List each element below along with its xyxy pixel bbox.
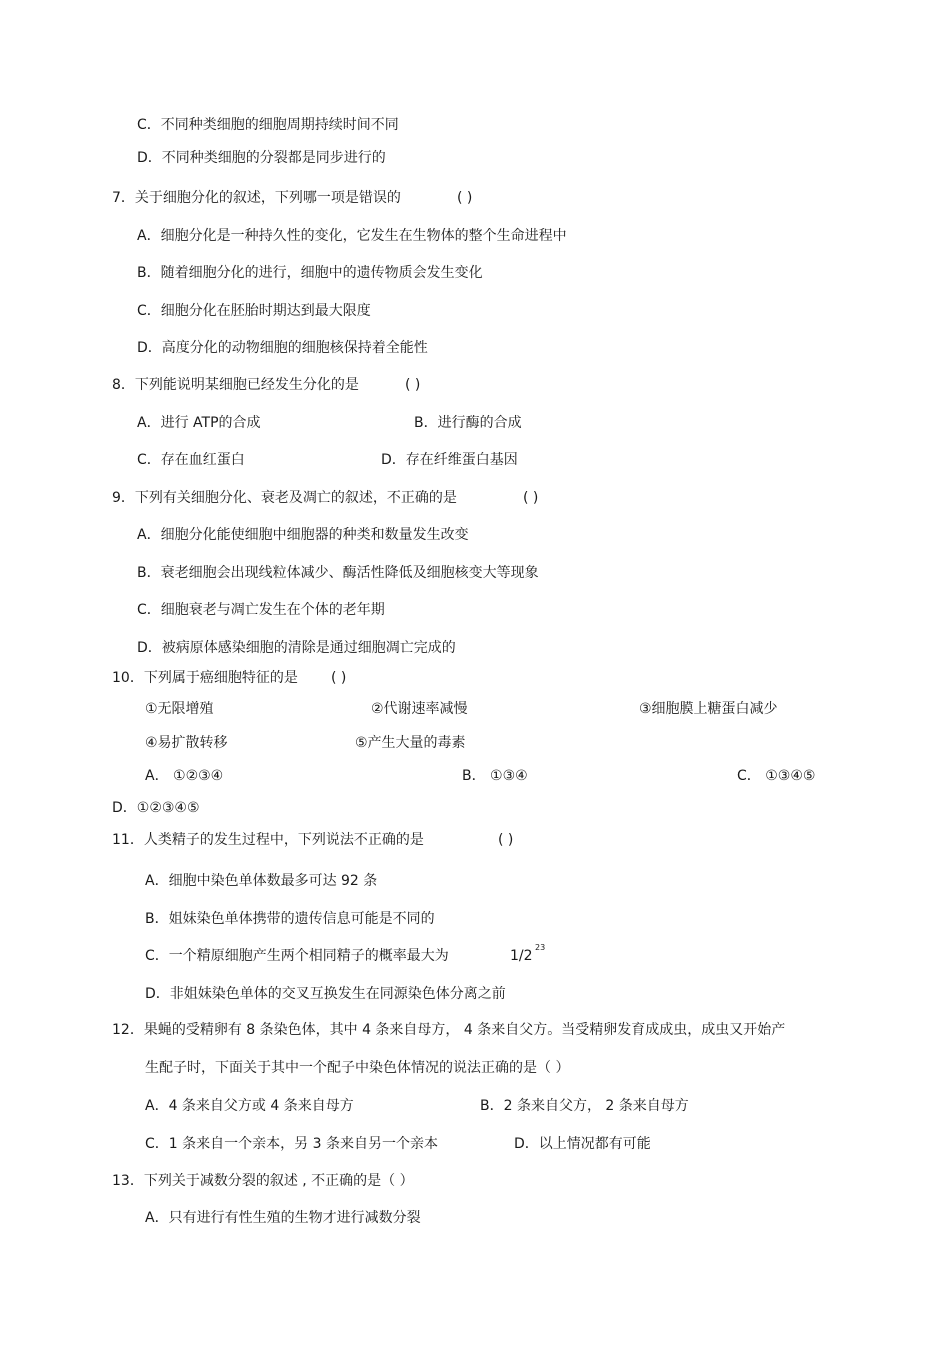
q11-option-c-exponent: 23 [535,943,546,952]
q10-option-d: D．①②③④⑤ [112,800,200,816]
q10-item-4: ④易扩散转移 [145,735,228,751]
q7-option-b: B．随着细胞分化的进行，细胞中的遗传物质会发生变化 [137,265,483,281]
q9-stem: 9．下列有关细胞分化、衰老及凋亡的叙述，不正确的是 [112,490,457,506]
q8-option-c: C．存在血红蛋白 [137,452,245,468]
q12-option-c: C．1 条来自一个亲本，另 3 条来自另一个亲本 [145,1136,438,1152]
q12-option-b: B．2 条来自父方， 2 条来自母方 [480,1098,689,1114]
q9-option-a: A．细胞分化能使细胞中细胞器的种类和数量发生改变 [137,527,469,543]
q11-option-b: B．姐妹染色单体携带的遗传信息可能是不同的 [145,911,435,927]
q9-answer-paren: ( ) [523,490,539,506]
q8-option-a: A．进行 ATP的合成 [137,415,261,431]
q9-option-b: B．衰老细胞会出现线粒体减少、酶活性降低及细胞核变大等现象 [137,565,539,581]
q8-option-d: D．存在纤维蛋白基因 [381,452,518,468]
q10-option-a: A． ①②③④ [145,768,224,784]
q9-option-c: C．细胞衰老与凋亡发生在个体的老年期 [137,602,385,618]
q11-answer-paren: ( ) [498,832,514,848]
q6-option-d: D．不同种类细胞的分裂都是同步进行的 [137,150,386,166]
q11-stem: 11．人类精子的发生过程中，下列说法不正确的是 [112,832,424,848]
q13-stem: 13．下列关于减数分裂的叙述 , 不正确的是（ ） [112,1173,414,1189]
q10-stem: 10．下列属于癌细胞特征的是 [112,670,298,686]
q10-item-1: ①无限增殖 [145,701,214,717]
q8-answer-paren: ( ) [405,377,421,393]
q9-option-d: D．被病原体感染细胞的清除是通过细胞凋亡完成的 [137,640,456,656]
q10-item-2: ②代谢速率减慢 [371,701,468,717]
q12-stem-line-1: 12．果蝇的受精卵有 8 条染色体，其中 4 条来自母方， 4 条来自父方。当受精卵发育成成虫，成虫又开始产 [112,1022,786,1038]
q6-option-c: C．不同种类细胞的细胞周期持续时间不同 [137,117,399,133]
q7-stem: 7．关于细胞分化的叙述，下列哪一项是错误的 [112,190,401,206]
q10-item-5: ⑤产生大量的毒素 [355,735,466,751]
q7-answer-paren: ( ) [457,190,473,206]
q11-option-c: C．一个精原细胞产生两个相同精子的概率最大为 [145,948,449,964]
q8-option-b: B．进行酶的合成 [414,415,522,431]
q12-stem-line-2: 生配子时，下面关于其中一个配子中染色体情况的说法正确的是（ ） [145,1060,570,1076]
q8-stem: 8．下列能说明某细胞已经发生分化的是 [112,377,359,393]
q10-item-3: ③细胞膜上糖蛋白减少 [639,701,778,717]
q12-option-a: A．4 条来自父方或 4 条来自母方 [145,1098,354,1114]
q7-option-a: A．细胞分化是一种持久性的变化，它发生在生物体的整个生命进程中 [137,228,567,244]
q10-answer-paren: ( ) [331,670,347,686]
q10-option-c: C． ①③④⑤ [737,768,816,784]
q13-option-a: A．只有进行有性生殖的生物才进行减数分裂 [145,1210,421,1226]
q10-option-b: B． ①③④ [462,768,528,784]
q11-option-c-value: 1/2 [510,948,533,964]
q12-option-d: D．以上情况都有可能 [514,1136,651,1152]
q7-option-d: D．高度分化的动物细胞的细胞核保持着全能性 [137,340,428,356]
q7-option-c: C．细胞分化在胚胎时期达到最大限度 [137,303,371,319]
q11-option-a: A．细胞中染色单体数最多可达 92 条 [145,873,378,889]
q11-option-d: D．非姐妹染色单体的交叉互换发生在同源染色体分离之前 [145,986,506,1002]
